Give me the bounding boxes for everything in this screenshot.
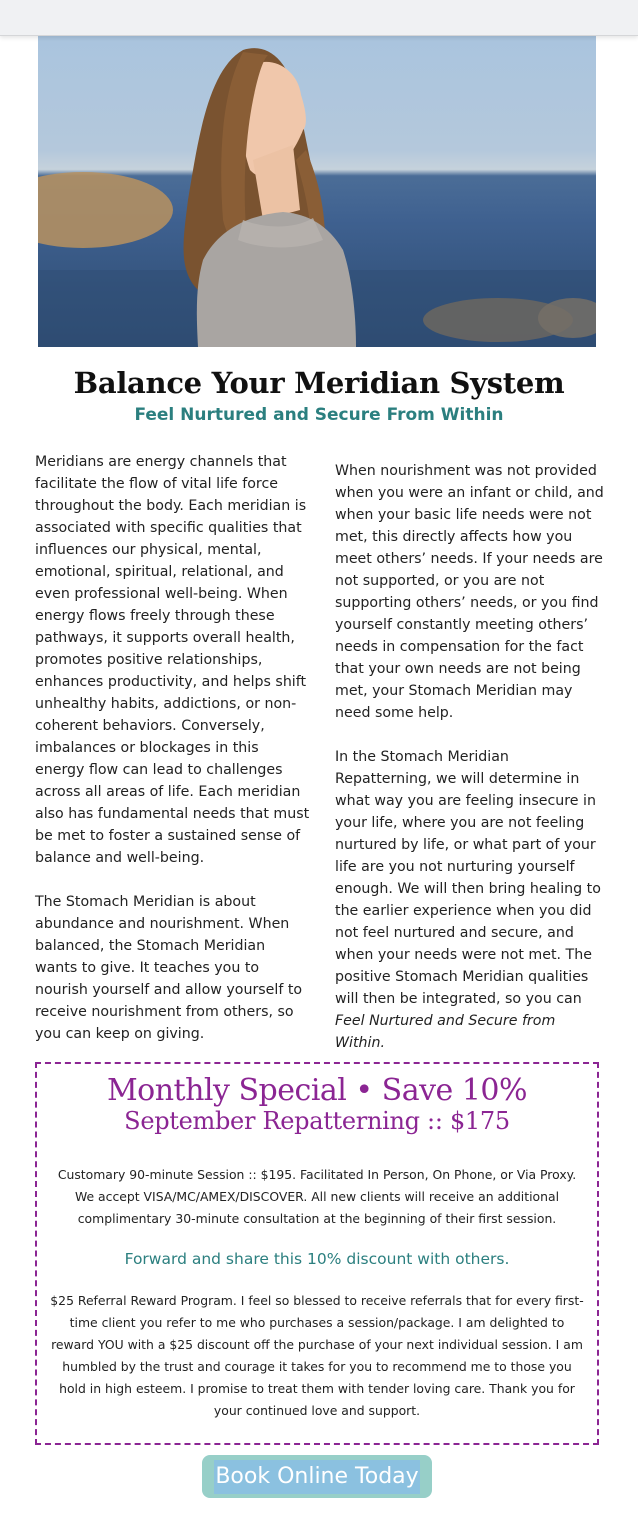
right-column bbox=[335, 460, 607, 1076]
paragraph-nourishment: When nourishment was not provided when you were an infant or child, and when your basic life needs were not met, this directly affects how you meet others’ needs. If your needs are not supported, or you are not supporting others’ needs, or you find yourself constantly meeting others’ needs in compensation for the fact that your own needs are not being met, your Stomach Meridian may need some help. bbox=[335, 463, 604, 721]
special-heading: Monthly Special • Save 10% bbox=[106, 1073, 528, 1108]
paragraph-repatterning bbox=[335, 746, 607, 1054]
paragraph-stomach-meridian: The Stomach Meridian is about abundance and nourishment. When balanced, the Stomach Meridian wants to give. It teaches you to nourish yourself and allow yourself to receive nourishment from others, so you can keep on giving. bbox=[35, 894, 303, 1042]
special-subheading: September Repatterning :: $175 bbox=[124, 1107, 510, 1135]
share-discount-text: Forward and share this 10% discount with others. bbox=[124, 1250, 510, 1268]
book-online-label: Book Online Today bbox=[214, 1460, 419, 1494]
left-column bbox=[35, 451, 310, 1067]
book-online-button[interactable] bbox=[202, 1455, 432, 1498]
top-navigation-bar bbox=[0, 0, 638, 36]
repatterning-closing-italic: Feel Nurtured and Secure from Within. bbox=[335, 1013, 556, 1051]
monthly-special-box bbox=[35, 1062, 599, 1445]
paragraph-meridians-intro: Meridians are energy channels that facilitate the flow of vital life force throughout the body. Each meridian is associated with specific qualities that influences our physical, mental, emotional, spiritual, relational, and even professional well-being. When energy flows freely through these pathways, it supports overall health, promotes positive relationships, enhances productivity, and helps shift unhealthy habits, addictions, or non-coherent behaviors. Conversely, imbalances or blockages in this energy flow can lead to challenges across all areas of life. Each meridian also has fundamental needs that must be met to foster a sustained sense of balance and well-being. bbox=[35, 454, 310, 866]
page-title: Balance Your Meridian System bbox=[73, 366, 565, 400]
special-details: Customary 90-minute Session :: $195. Facilitated In Person, On Phone, or Via Proxy. We accept VISA/MC/AMEX/DISCOVER. All new clients will receive an additional complimentary 30-minute consultation at the beginning of their first session. bbox=[57, 1167, 577, 1226]
repatterning-text: In the Stomach Meridian Repatterning, we will determine in what way you are feeling insecure in your life, where you are not feeling nurtured by life, or what part of your life are you not nurturing yourself enough. We will then bring healing to the earlier experience when you did not feel nurtured and secure, and when your needs were not met. The positive Stomach Meridian qualities will then be integrated, so you can bbox=[335, 749, 601, 1007]
hero-image bbox=[38, 30, 596, 347]
page-subtitle: Feel Nurtured and Secure From Within bbox=[134, 405, 504, 425]
photo-icon bbox=[38, 30, 596, 347]
referral-program-text: $25 Referral Reward Program. I feel so blessed to receive referrals that for every first-time client you refer to me who purchases a session/package. I am delighted to reward YOU with a $25 discount off the purchase of your next individual session. I am humbled by the trust and courage it takes for you to recommend me to those you hold in high esteem. I promise to treat them with tender loving care. Thank you for your continued love and support. bbox=[50, 1293, 584, 1418]
